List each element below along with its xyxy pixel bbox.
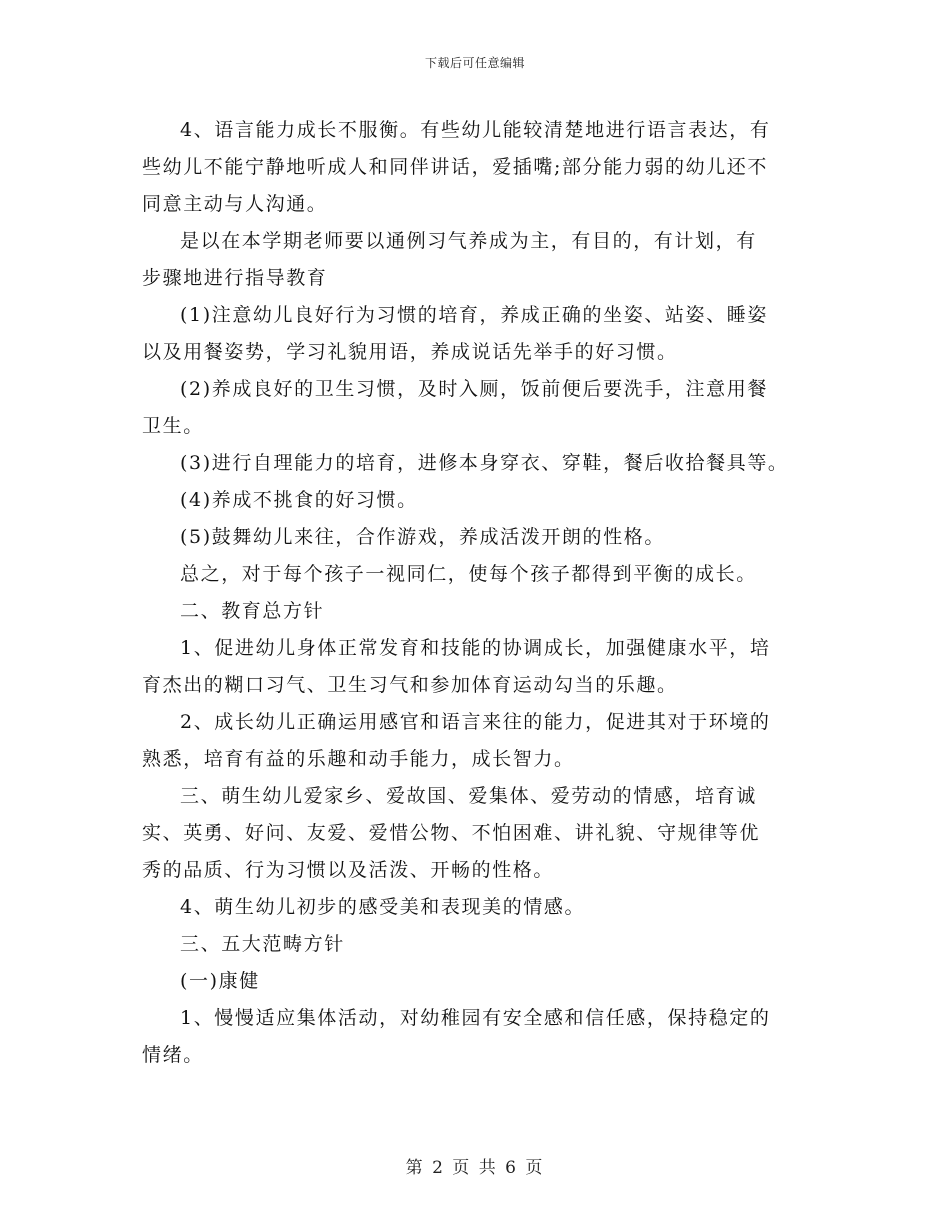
goal-item-4 [142,889,814,926]
text-line: 4、语言能力成长不服衡。有些幼儿能较清楚地进行语言表达，有 [180,119,771,141]
document-body [142,112,814,1074]
subsection-heading-health [142,963,814,1000]
goal-item-2 [142,704,814,778]
text-line: 三、五大范畴方针 [180,933,345,955]
text-line: 情绪。 [142,1044,204,1066]
text-line: 1、促进幼儿身体正常发育和技能的协调成长，加强健康水平，培 [180,637,771,659]
footer-label-total: 共 [478,1158,498,1178]
paragraph-semester-plan [142,223,814,297]
text-line: (一)康健 [180,970,260,992]
footer-total-pages: 6 [505,1158,518,1178]
text-line: 育杰出的糊口习气、卫生习气和参加体育运动勾当的乐趣。 [142,674,678,696]
text-line: (2)养成良好的卫生习惯，及时入厕，饭前便后要洗手，注意用餐 [180,378,768,400]
text-line: 4、萌生幼儿初步的感受美和表现美的情感。 [180,896,586,918]
section-heading-education-goals [142,593,814,630]
text-line: (1)注意幼儿良好行为习惯的培育，养成正确的坐姿、站姿、睡姿 [180,304,768,326]
text-line: 实、英勇、好问、友爱、爱惜公物、不怕困难、讲礼貌、守规律等优 [142,822,761,844]
list-item-5 [142,519,814,556]
goal-item-3 [142,778,814,889]
text-line: 熟悉，培育有益的乐趣和动手能力，成长智力。 [142,748,575,770]
footer-label-unit: 页 [452,1158,472,1178]
page-footer-pagination [0,1153,950,1178]
list-item-1 [142,297,814,371]
text-line: 1、慢慢适应集体活动，对幼稚园有安全感和信任感，保持稳定的 [180,1007,771,1029]
goal-item-1 [142,630,814,704]
text-line: 步骤地进行指导教育 [142,267,328,289]
text-line: 些幼儿不能宁静地听成人和同伴讲话，爱插嘴;部分能力弱的幼儿还不 [142,156,769,178]
text-line: 卫生。 [142,415,204,437]
text-line: 以及用餐姿势，学习礼貌用语，养成说话先举手的好习惯。 [142,341,678,363]
health-item-1 [142,1000,814,1074]
text-line: 三、萌生幼儿爱家乡、爱故国、爱集体、爱劳动的情感，培育诚 [180,785,757,807]
list-item-2 [142,371,814,445]
text-line: 秀的品质、行为习惯以及活泼、开畅的性格。 [142,859,555,881]
text-line: 二、教育总方针 [180,600,325,622]
page-header-note: 下载后可任意编辑 [424,56,525,70]
paragraph-language-ability [142,112,814,223]
text-line: (5)鼓舞幼儿来往，合作游戏，养成活泼开朗的性格。 [180,526,665,548]
text-line: (4)养成不挑食的好习惯。 [180,489,418,511]
text-line: 总之，对于每个孩子一视同仁，使每个孩子都得到平衡的成长。 [180,563,757,585]
list-item-4 [142,482,814,519]
text-line: 同意主动与人沟通。 [142,193,328,215]
section-heading-five-domains [142,926,814,963]
text-line: (3)进行自理能力的培育，进修本身穿衣、穿鞋，餐后收拾餐具等。 [180,452,789,474]
text-line: 是以在本学期老师要以通例习气养成为主，有目的，有计划，有 [180,230,757,252]
text-line: 2、成长幼儿正确运用感官和语言来往的能力，促进其对于环境的 [180,711,771,733]
footer-label-unit-2: 页 [525,1158,545,1178]
paragraph-summary [142,556,814,593]
footer-label-page: 第 [405,1158,425,1178]
footer-current-page: 2 [432,1158,445,1178]
list-item-3 [142,445,814,482]
